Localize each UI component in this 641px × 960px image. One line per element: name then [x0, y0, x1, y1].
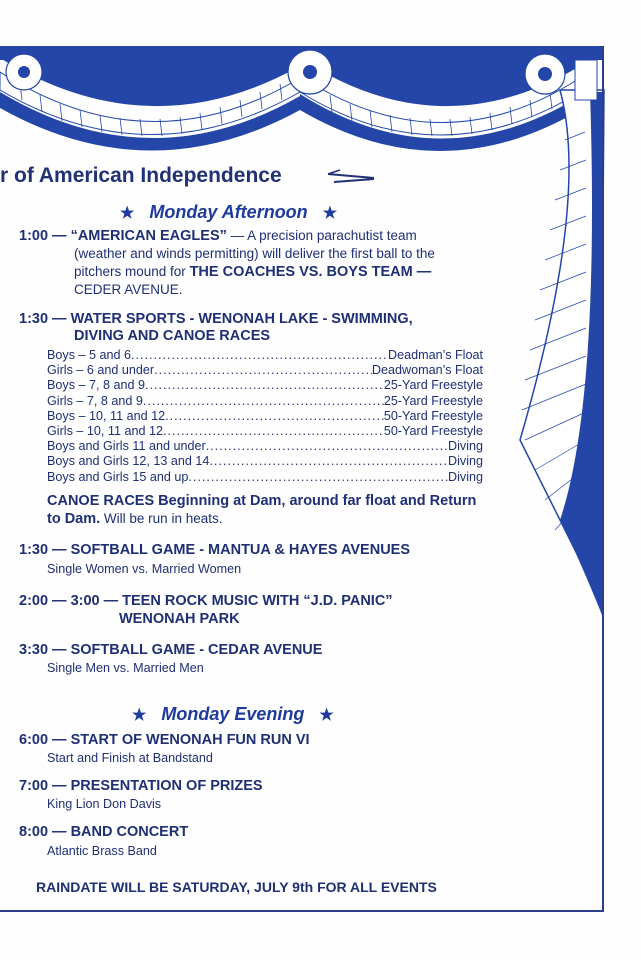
raindate-notice: RAINDATE WILL BE SATURDAY, JULY 9th FOR ALL EVENTS	[36, 879, 437, 895]
event-eagles-line4: CEDER AVENUE.	[74, 282, 183, 297]
race-event: Diving	[448, 439, 483, 454]
dot-leader	[165, 409, 384, 424]
event-teen-rock-title: 2:00 — 3:00 — TEEN ROCK MUSIC WITH “J.D. PANIC”	[19, 593, 393, 609]
race-age-group: Boys – 7, 8 and 9	[47, 378, 146, 393]
event-softball-1-desc: Single Women vs. Married Women	[47, 562, 242, 576]
event-water-sports-subtitle: DIVING AND CANOE RACES	[74, 328, 271, 344]
race-event: 50-Yard Freestyle	[383, 408, 483, 423]
arrow-icon	[326, 168, 378, 188]
event-prizes-desc: King Lion Don Davis	[47, 797, 162, 811]
event-softball-2-desc: Single Men vs. Married Men	[47, 661, 204, 675]
race-row	[47, 378, 483, 393]
race-age-group: Girls – 7, 8 and 9	[47, 393, 143, 408]
dot-leader	[154, 363, 372, 378]
event-eagles-line3a: pitchers mound for	[74, 264, 190, 279]
dot-leader	[163, 424, 384, 439]
race-event: Diving	[448, 454, 483, 469]
event-eagles-line3	[74, 264, 431, 280]
event-band-desc: Atlantic Brass Band	[47, 844, 157, 858]
race-row	[47, 394, 483, 409]
race-age-group: Boys and Girls 15 and up	[47, 469, 189, 484]
race-row	[47, 409, 483, 424]
event-water-sports-title: 1:30 — WATER SPORTS - WENONAH LAKE - SWIMMING,	[19, 311, 413, 327]
canoe-races-line2b: Will be run in heats.	[100, 511, 223, 526]
event-eagles-title: 1:00 — “AMERICAN EAGLES”	[19, 228, 227, 244]
afternoon-title: Monday Afternoon	[149, 202, 308, 222]
evening-section-title	[132, 704, 334, 725]
event-prizes-title: 7:00 — PRESENTATION OF PRIZES	[19, 778, 263, 794]
event-softball-1-title: 1:30 — SOFTBALL GAME - MANTUA & HAYES AVENUES	[19, 542, 411, 558]
race-age-group: Girls – 10, 11 and 12	[47, 424, 163, 438]
race-event: 25-Yard Freestyle	[383, 393, 483, 408]
canoe-races-line2	[47, 511, 222, 527]
race-row	[47, 424, 483, 439]
dot-leader	[188, 470, 448, 485]
event-eagles-line3b: THE COACHES VS. BOYS TEAM —	[189, 264, 432, 280]
race-event: Diving	[448, 469, 483, 484]
race-event: Deadman’s Float	[388, 348, 483, 362]
dot-leader	[143, 394, 384, 409]
star-icon: ★	[319, 707, 334, 724]
race-row	[47, 454, 483, 469]
race-event: 50-Yard Freestyle	[383, 424, 483, 438]
event-fun-run-desc: Start and Finish at Bandstand	[47, 751, 213, 765]
event-eagles-line2: (weather and winds permitting) will deliver the first ball to the	[74, 246, 435, 261]
dot-leader	[209, 454, 448, 469]
race-row	[47, 348, 483, 363]
race-age-group: Boys – 10, 11 and 12	[47, 408, 166, 423]
event-eagles-desc: — A precision parachutist team	[226, 228, 417, 243]
page-title: r of American Independence	[0, 164, 282, 187]
star-icon: ★	[132, 707, 147, 724]
dot-leader	[131, 348, 388, 363]
event-band-title: 8:00 — BAND CONCERT	[19, 824, 189, 840]
canoe-races-line1: CANOE RACES Beginning at Dam, around far float and Return	[47, 493, 477, 509]
race-row	[47, 470, 483, 485]
race-age-group: Girls – 6 and under	[47, 363, 155, 378]
star-icon: ★	[120, 205, 135, 222]
race-age-group: Boys – 5 and 6	[47, 348, 132, 362]
canoe-races-line2a: to Dam.	[47, 511, 101, 527]
race-age-group: Boys and Girls 12, 13 and 14	[47, 454, 210, 469]
race-age-group: Boys and Girls 11 and under	[47, 439, 206, 454]
star-icon: ★	[322, 205, 338, 222]
event-eagles	[19, 228, 417, 244]
event-softball-2-title: 3:30 — SOFTBALL GAME - CEDAR AVENUE	[19, 642, 323, 658]
event-fun-run-title: 6:00 — START OF WENONAH FUN RUN VI	[19, 732, 310, 748]
event-teen-rock-subtitle: WENONAH PARK	[119, 611, 240, 627]
dot-leader	[145, 378, 384, 393]
evening-title: Monday Evening	[161, 704, 305, 724]
race-row	[47, 363, 483, 378]
race-row	[47, 439, 483, 454]
race-event: 25-Yard Freestyle	[383, 378, 483, 393]
afternoon-section-title	[120, 202, 337, 223]
dot-leader	[206, 439, 448, 454]
race-event: Deadwoman’s Float	[371, 363, 483, 378]
